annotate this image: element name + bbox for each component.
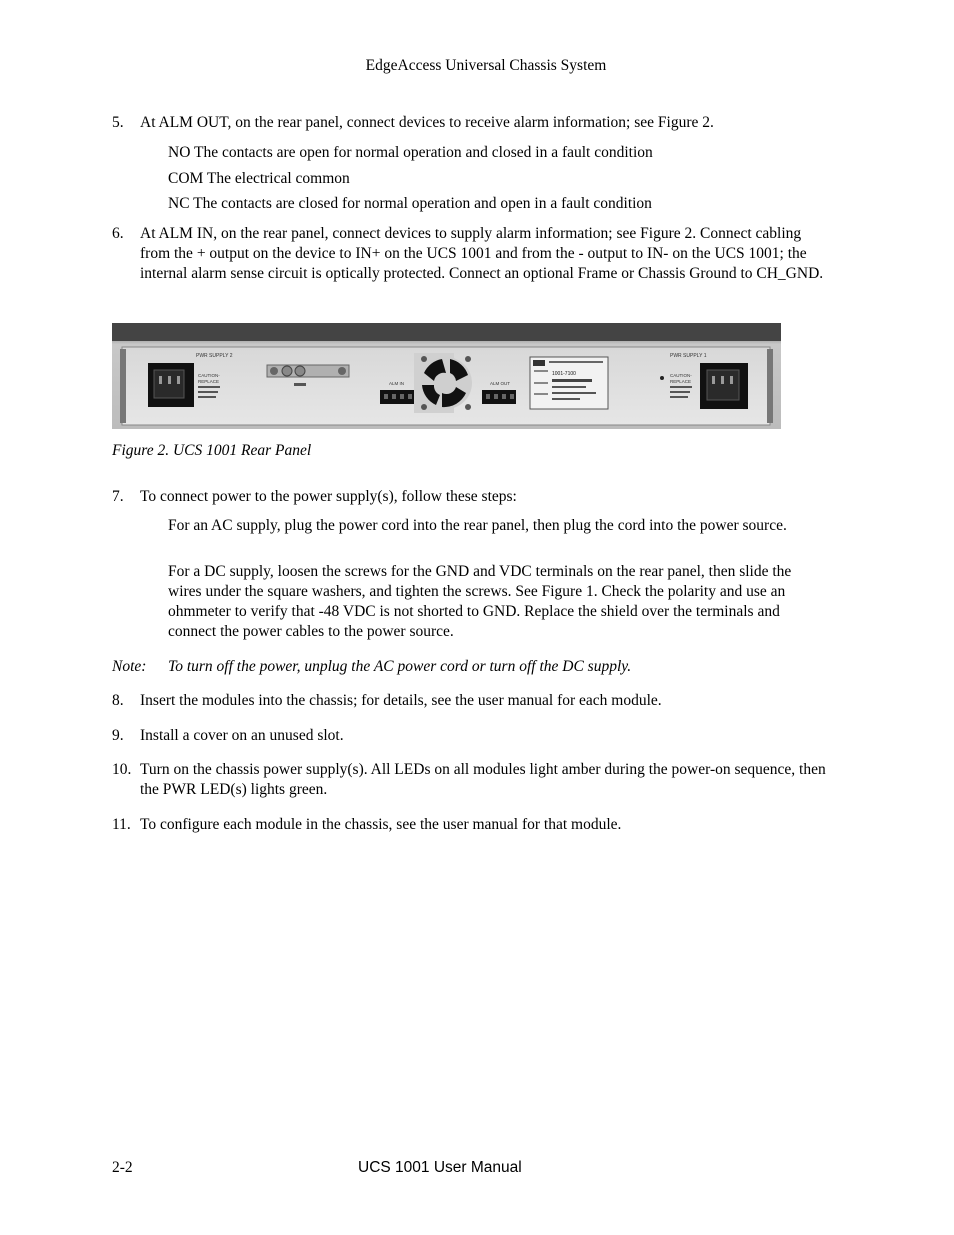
step-text: Turn on the chassis power supply(s). All LEDs on all modules light amber during the power-on sequence, then the PWR LED(s) lights green. (140, 761, 826, 798)
serial-number: 1001-7100 (552, 371, 576, 377)
step-number: 7. (112, 488, 124, 505)
step-text: Install a cover on an unused slot. (140, 727, 344, 744)
step-number: 8. (112, 692, 124, 709)
step-5-nc: NC The contacts are closed for normal operation and open in a fault condition (168, 195, 652, 212)
step-7-dc: For a DC supply, loosen the screws for the GND and VDC terminals on the rear panel, then slide the wires under the square washers, and tighten the screws. See Figure 1. Check the polarity and use an ohmmeter to verify that -48 VDC is not shorted to GND. Replace the shield over the terminals and connect the power cables to the power source. (168, 563, 792, 640)
pwr1-label: PWR SUPPLY 1 (670, 353, 707, 359)
step-text: To configure each module in the chassis, see the user manual for that module. (140, 816, 622, 833)
figure-caption: Figure 2. UCS 1001 Rear Panel (112, 442, 312, 459)
step-number: 5. (112, 114, 124, 131)
caution-label-right: CAUTION- (670, 373, 692, 378)
step-text: At ALM OUT, on the rear panel, connect devices to receive alarm information; see Figure 2. (140, 114, 714, 131)
step-text: To connect power to the power supply(s), follow these steps: (140, 488, 517, 505)
running-header: EdgeAccess Universal Chassis System (365, 57, 607, 74)
step-text: Insert the modules into the chassis; for details, see the user manual for each module. (140, 692, 662, 709)
footer-manual-title: UCS 1001 User Manual (358, 1159, 522, 1176)
alm-out-label: ALM OUT (490, 381, 511, 386)
pwr2-label: PWR SUPPLY 2 (196, 353, 233, 359)
power-inlet-2 (148, 363, 194, 407)
page-number: 2-2 (112, 1159, 133, 1176)
step-5-com: COM The electrical common (168, 170, 350, 187)
replace-label-left: REPLACE (198, 379, 220, 384)
step-number: 11. (112, 816, 131, 833)
step-7-ac: For an AC supply, plug the power cord into the rear panel, then plug the cord into the power source. (168, 517, 787, 534)
rear-panel-figure (112, 323, 781, 429)
step-number: 10. (112, 761, 132, 778)
replace-label-right: REPLACE (670, 379, 692, 384)
step-text: At ALM IN, on the rear panel, connect devices to supply alarm information; see Figure 2. Connect cabling from the + output on the device to IN+ on the UCS 1001 and from the - output to IN- on the UCS 1001; the internal alarm sense circuit is optically protected. Connect an optional Frame or Chassis Ground to CH_GND. (140, 225, 824, 282)
note-label: Note: (112, 658, 147, 675)
caution-label-left: CAUTION- (198, 373, 220, 378)
serial-label-plate (530, 357, 608, 409)
step-number: 9. (112, 727, 124, 744)
step-5-no: NO The contacts are open for normal operation and closed in a fault condition (168, 144, 653, 161)
step-number: 6. (112, 225, 124, 242)
power-inlet-1 (700, 363, 748, 409)
note-text: To turn off the power, unplug the AC power cord or turn off the DC supply. (168, 658, 632, 675)
alm-in-label: ALM IN (389, 381, 405, 386)
